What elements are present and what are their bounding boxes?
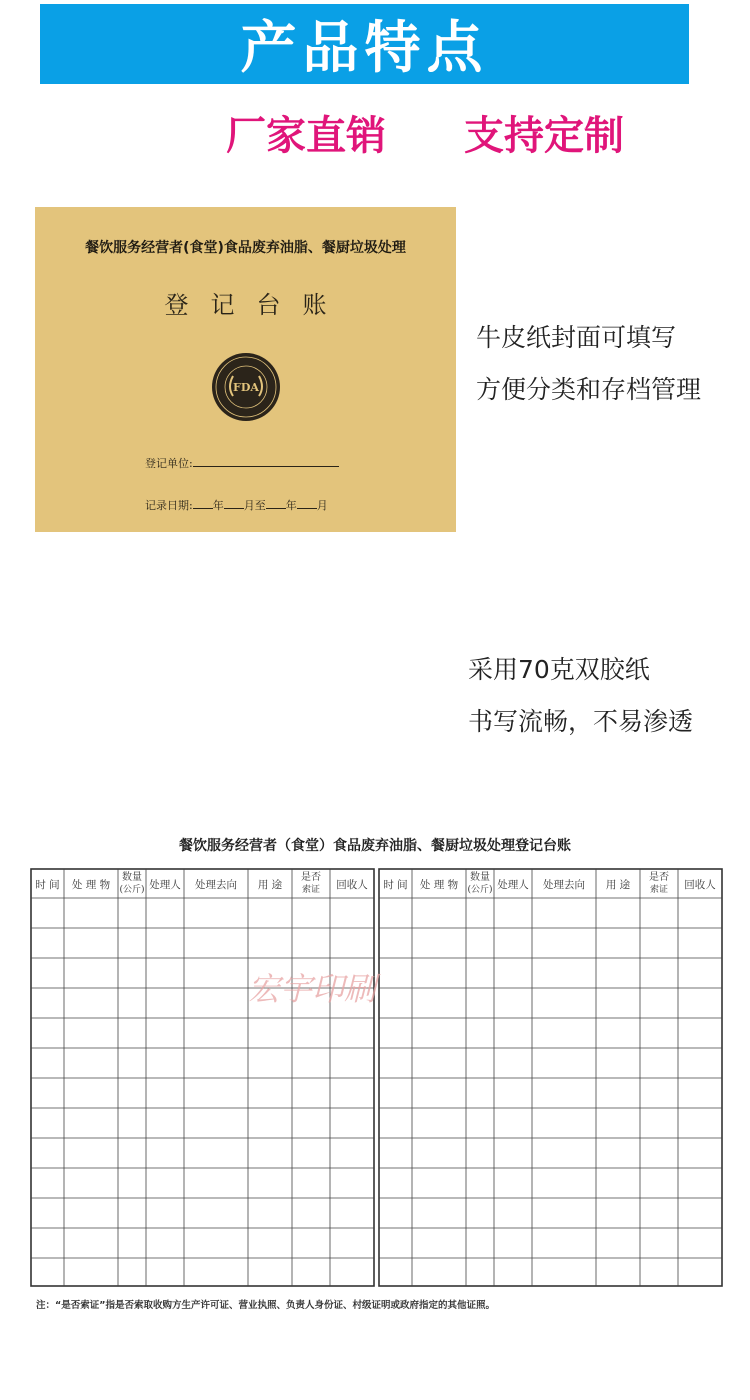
date-blank	[193, 497, 213, 509]
ledger-cover-image	[35, 207, 456, 532]
slogan-customizable: 支持定制	[464, 113, 624, 159]
cover-unit-line	[145, 455, 339, 471]
unit-blank	[193, 455, 339, 467]
ledger-header-sublabel: 索证	[649, 885, 669, 895]
ledger-header-label: 数量	[122, 872, 142, 883]
ledger-header-label: 回收人	[684, 879, 716, 891]
feature-line: 方便分类和存档管理	[476, 375, 702, 404]
unit-label: 登记单位:	[145, 457, 193, 470]
date-month-to: 月至	[243, 499, 266, 512]
ledger-header-label: 处 理 物	[419, 879, 459, 891]
date-month: 月	[316, 499, 328, 512]
ledger-header-label: 处理去向	[195, 879, 237, 891]
feature-cover-text	[476, 318, 750, 408]
cover-title: 餐饮服务经营者(食堂)食品废弃油脂、餐厨垃圾处理	[85, 240, 406, 256]
feature-line: 牛皮纸封面可填写	[476, 323, 677, 352]
ledger-header-label: 时 间	[35, 879, 60, 891]
ledger-header-label: 是否	[301, 872, 321, 883]
ledger-header-label: 是否	[649, 872, 669, 883]
watermark-text: 宏宇印刷	[247, 970, 377, 1008]
feature-line: 书写流畅，不易渗透	[468, 707, 694, 736]
ledger-header-sublabel: (公斤)	[467, 885, 493, 895]
fda-seal-icon	[211, 352, 281, 422]
ledger-header-label: 处理去向	[543, 879, 585, 891]
ledger-header-sublabel: (公斤)	[119, 885, 145, 895]
banner-title: 产品特点	[240, 16, 489, 81]
ledger-header-label: 用 途	[605, 879, 631, 891]
date-blank	[266, 497, 286, 509]
date-label: 记录日期:	[145, 499, 193, 512]
ledger-header-sublabel: 索证	[301, 885, 321, 895]
ledger-header-label: 处理人	[497, 879, 529, 891]
ledger-header-label: 回收人	[336, 879, 368, 891]
date-blank	[224, 497, 244, 509]
date-year: 年	[212, 499, 224, 512]
date-blank	[297, 497, 317, 509]
ledger-table-border	[31, 869, 374, 1286]
ledger-title: 餐饮服务经营者（食堂）食品废弃油脂、餐厨垃圾处理登记台账	[179, 838, 571, 854]
ledger-note: 注：“是否索证”指是否索取收购方生产许可证、营业执照、负责人身份证、村级证明或政府指定的其他证照。	[36, 1300, 495, 1311]
ledger-header-label: 处 理 物	[71, 879, 111, 891]
cover-date-line	[145, 497, 328, 513]
seal-text: FDA	[233, 381, 259, 394]
ledger-header-label: 时 间	[383, 879, 408, 891]
slogan-factory-direct: 厂家直销	[226, 113, 386, 159]
cover-subtitle: 登记台账	[164, 291, 349, 319]
feature-paper-text	[468, 650, 750, 740]
header-banner	[40, 4, 689, 84]
date-year-2: 年	[285, 499, 297, 512]
ledger-header-label: 处理人	[149, 879, 181, 891]
ledger-table-border	[379, 869, 722, 1286]
ledger-header-label: 用 途	[257, 879, 283, 891]
feature-line: 采用70克双胶纸	[468, 655, 650, 684]
ledger-table	[0, 860, 750, 1290]
ledger-header-label: 数量	[470, 872, 490, 883]
